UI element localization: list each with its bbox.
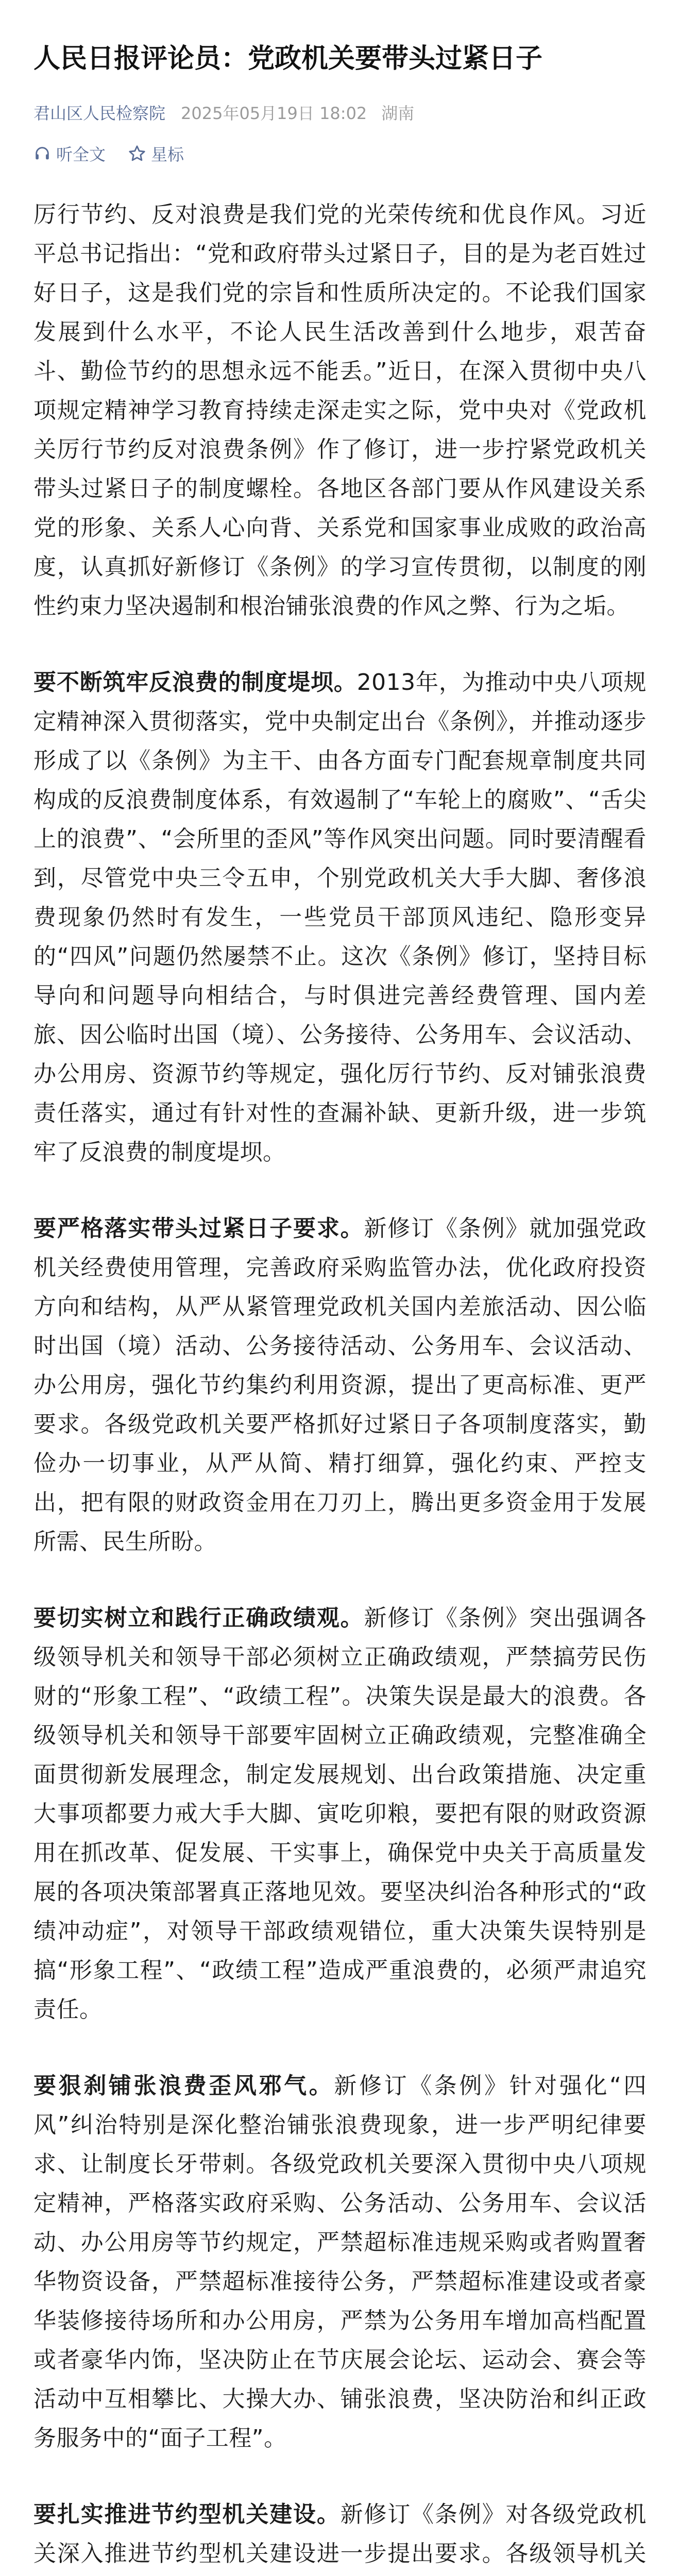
headphones-icon (33, 145, 51, 162)
paragraph-heading: 要狠刹铺张浪费歪风邪气。 (33, 2073, 334, 2099)
paragraph-heading: 要不断筑牢反浪费的制度堤坝。 (33, 669, 357, 696)
listen-label: 听全文 (56, 145, 106, 164)
star-button[interactable] (128, 142, 184, 165)
paragraph-5 (33, 2066, 647, 2458)
article-meta (33, 100, 647, 124)
paragraph-text: 厉行节约、反对浪费是我们党的光荣传统和优良作风。习近平总书记指出：“党和政府带头过紧日子，目的是为老百姓过好日子，这是我们党的宗旨和性质所决定的。不论我们国家发展到什么水平，不论人民生活改善到什么地步，艰苦奋斗、勤俭节约的思想永远不能丢。”近日，在深入贯彻中央八项规定精神学习教育持续走深走实之际，党中央对《党政机关厉行节约反对浪费条例》作了修订，进一步拧紧党政机关带头过紧日子的制度螺栓。各地区各部门要从作风建设关系党的形象、关系人心向背、关系党和国家事业成败的政治高度，认真抓好新修订《条例》的学习宣传贯彻，以制度的刚性约束力坚决遏制和根治铺张浪费的作风之弊、行为之垢。 (33, 201, 647, 619)
paragraph-2 (33, 663, 647, 1172)
publish-location: 湖南 (381, 104, 415, 123)
star-icon (128, 145, 146, 162)
paragraph-text: 新修订《条例》突出强调各级领导机关和领导干部必须树立正确政绩观，严禁搞劳民伤财的“形象工程”、“政绩工程”。决策失误是最大的浪费。各级领导机关和领导干部要牢固树立正确政绩观，完整准确全面贯彻新发展理念，制定发展规划、出台政策措施、决定重大事项都要力戒大手大脚、寅吃卯粮，要把有限的财政资源用在抓改革、促发展、干实事上，确保党中央关于高质量发展的各项决策部署真正落地见效。要坚决纠治各种形式的“政绩冲动症”，对领导干部政绩观错位，重大决策失误特别是搞“形象工程”、“政绩工程”造成严重浪费的，必须严肃追究责任。 (33, 1605, 647, 2023)
paragraph-text: 新修订《条例》就加强党政机关经费使用管理，完善政府采购监管办法，优化政府投资方向和结构，从严从紧管理党政机关国内差旅活动、因公临时出国（境）活动、公务接待活动、公务用车、会议活动、办公用房，强化节约集约利用资源，提出了更高标准、更严要求。各级党政机关要严格抓好过紧日子各项制度落实，勤俭办一切事业，从严从简、精打细算，强化约束、严控支出，把有限的财政资金用在刀刃上，腾出更多资金用于发展所需、民生所盼。 (33, 1215, 647, 1555)
source-account-link[interactable]: 君山区人民检察院 (33, 104, 166, 123)
paragraph-heading: 要扎实推进节约型机关建设。 (33, 2501, 341, 2528)
article-actions (33, 142, 647, 165)
paragraph-text: 2013年，为推动中央八项规定精神深入贯彻落实，党中央制定出台《条例》，并推动逐步形成了以《条例》为主干、由各方面专门配套规章制度共同构成的反浪费制度体系，有效遏制了“车轮上的腐败”、“舌尖上的浪费”、“会所里的歪风”等作风突出问题。同时要清醒看到，尽管党中央三令五申，个别党政机关大手大脚、奢侈浪费现象仍然时有发生，一些党员干部顶风违纪、隐形变异的“四风”问题仍然屡禁不止。这次《条例》修订，坚持目标导向和问题导向相结合，与时俱进完善经费管理、国内差旅、因公临时出国（境）、公务接待、公务用车、会议活动、办公用房、资源节约等规定，强化厉行节约、反对铺张浪费责任落实，通过有针对性的查漏补缺、更新升级，进一步筑牢了反浪费的制度堤坝。 (33, 669, 647, 1165)
publish-date: 2025年05月19日 18:02 (181, 104, 367, 123)
star-label: 星标 (151, 145, 184, 164)
paragraph-text: 新修订《条例》针对强化“四风”纠治特别是深化整治铺张浪费现象，进一步严明纪律要求、让制度长牙带刺。各级党政机关要深入贯彻中央八项规定精神，严格落实政府采购、公务活动、公务用车、会议活动、办公用房等节约规定，严禁超标准违规采购或者购置奢华物资设备，严禁超标准接待公务，严禁超标准建设或者豪华装修接待场所和办公用房，严禁为公务用车增加高档配置或者豪华内饰，坚决防止在节庆展会论坛、运动会、赛会等活动中互相攀比、大操大办、铺张浪费，坚决防治和纠正政务服务中的“面子工程”。 (33, 2073, 647, 2451)
paragraph-1 (33, 195, 647, 626)
paragraph-heading: 要严格落实带头过紧日子要求。 (33, 1215, 364, 1242)
paragraph-4 (33, 1599, 647, 2029)
paragraph-heading: 要切实树立和践行正确政绩观。 (33, 1605, 364, 1631)
paragraph-3 (33, 1209, 647, 1562)
article-title: 人民日报评论员：党政机关要带头过紧日子 (33, 43, 543, 74)
paragraph-6 (33, 2495, 647, 2576)
listen-button[interactable] (33, 142, 106, 165)
paragraph-text: 新修订《条例》对各级党政机关深入推进节约型机关建设进一步提出要求。各级领导机关 (33, 2501, 647, 2567)
